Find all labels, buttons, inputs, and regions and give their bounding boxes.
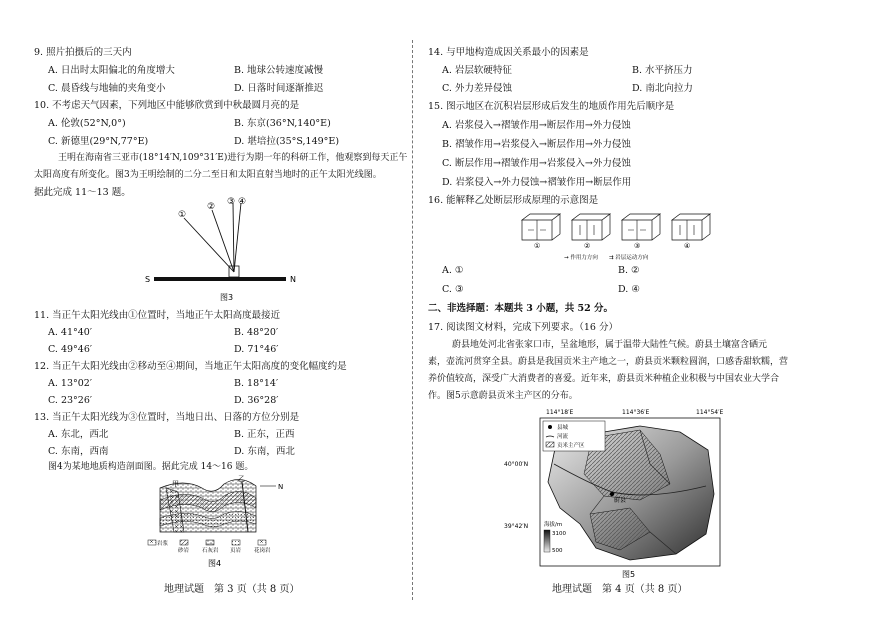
q16-legend: → 作用力方向 ⇉ 岩层运动方向 [564, 255, 649, 261]
legend-river: 河流 [557, 434, 569, 440]
legend-magma: 岩浆 [157, 541, 169, 547]
intro-11-13-line2: 太阳高度有所变化。图3为王明绘制的二分二至日和太阳直射当地时的正午太阳光线图。 [34, 170, 382, 180]
lat-label-2: 39°42′N [504, 523, 529, 530]
q16-option-b: B. ② [618, 265, 640, 276]
q9-option-d: D. 日落时间逐渐推迟 [234, 83, 324, 94]
q15-option-c: C. 断层作用→褶皱作用→岩浆侵入→外力侵蚀 [442, 158, 631, 169]
fault-diagram-label-4: ④ [684, 242, 691, 250]
ground-bar [154, 277, 286, 281]
fault-diagram-1 [522, 214, 560, 250]
legend-granite: 花岗岩 [254, 548, 271, 554]
elevation-title: 海拔/m [544, 522, 563, 528]
q10-option-c: C. 新德里(29°N,77°E) [48, 136, 149, 147]
q17-para-line1: 蔚县地处河北省张家口市，呈盆地形，属于温带大陆性气候。蔚县土壤富含硒元 [452, 340, 768, 350]
fault-diagram-label-2: ② [584, 242, 591, 250]
page-4-column [428, 0, 828, 630]
q17-para-line2: 素，壶流河贯穿全县。蔚县是我国贡米主产地之一，蔚县贡米颗粒圆润，口感香甜软糯，营 [428, 357, 789, 367]
legend-county-seat-symbol [548, 425, 552, 429]
q11-option-c: C. 49°46′ [48, 344, 93, 355]
ray-label-4: ④ [238, 197, 247, 207]
fault-diagram-2 [572, 214, 610, 250]
legend-county-seat: 县城 [557, 425, 569, 431]
label-n: N [290, 275, 296, 284]
footer-page-4: 地理试题 第 4 页（共 8 页） [552, 584, 688, 595]
q10-stem: 10. 不考虑天气因素，下列地区中能够欣赏到中秋最圆月亮的是 [34, 100, 300, 111]
page-3-column [34, 0, 434, 630]
q16-stem: 16. 能解释乙处断层形成原理的示意图是 [428, 195, 599, 206]
legend-sandstone: 砂岩 [178, 548, 190, 554]
q10-option-b: B. 东京(36°N,140°E) [234, 118, 331, 129]
ray-1 [184, 218, 234, 272]
q9-option-c: C. 晨昏线与地轴的夹角变小 [48, 83, 166, 94]
q9-stem: 9. 照片拍摄后的三天内 [34, 47, 132, 58]
figure-4-geologic-section [144, 474, 314, 570]
figure-5-map [500, 404, 760, 580]
legend-swatch-granite [258, 540, 266, 545]
lon-label-2: 114°36′E [622, 409, 650, 416]
lon-label-3: 114°54′E [696, 409, 724, 416]
q13-option-a: A. 东北，西北 [48, 429, 109, 440]
ray-label-1: ① [178, 210, 187, 220]
q17-para-line3: 养价值较高，深受广大消费者的喜爱。近年来，蔚县贡米种植企业积极与中国农业大学合 [428, 374, 780, 384]
lon-label-1: 114°18′E [546, 409, 574, 416]
legend-swatch-sandstone [180, 540, 188, 545]
q10-option-a: A. 伦敦(52°N,0°) [48, 118, 126, 129]
legend-swatch-limestone [206, 540, 214, 545]
q14-option-c: C. 外力差异侵蚀 [442, 83, 512, 94]
legend-swatch-shale [232, 540, 240, 545]
q13-option-b: B. 正东，正西 [234, 429, 295, 440]
q14-option-b: B. 水平挤压力 [632, 65, 693, 76]
county-label: 蔚县 [614, 497, 627, 504]
fault-diagram-3 [622, 214, 660, 250]
q16-fault-diagrams [516, 210, 726, 262]
figure-3-sunlight-diagram [140, 196, 310, 304]
q15-option-d: D. 岩浆侵入→外力侵蚀→褶皱作用→断层作用 [442, 177, 632, 188]
q15-option-b: B. 褶皱作用→岩浆侵入→断层作用→外力侵蚀 [442, 139, 631, 150]
q16-option-c: C. ③ [442, 284, 464, 295]
q11-stem: 11. 当正午太阳光线由①位置时，当地正午太阳高度最接近 [34, 310, 281, 321]
legend-shale: 页岩 [230, 548, 242, 554]
q14-option-d: D. 南北向拉力 [632, 83, 693, 94]
ray-3 [233, 203, 234, 272]
q14-option-a: A. 岩层软硬特征 [442, 65, 512, 76]
q12-stem: 12. 当正午太阳光线由②移动至④期间，当地正午太阳高度的变化幅度约是 [34, 361, 347, 372]
intro-11-13-line3: 据此完成 11～13 题。 [34, 187, 131, 198]
q16-option-a: A. ① [442, 265, 464, 276]
figure-3-caption: 图3 [220, 293, 234, 302]
q9-option-a: A. 日出时太阳偏北的角度增大 [48, 65, 175, 76]
fault-diagram-label-1: ① [534, 242, 541, 250]
elevation-high: 3100 [552, 531, 566, 537]
fault-diagram-4 [672, 214, 710, 250]
elevation-low: 500 [552, 548, 563, 554]
q12-option-b: B. 18°14′ [234, 378, 279, 389]
figure-4-caption: 图4 [208, 559, 222, 568]
ray-4 [234, 203, 241, 272]
label-s: S [145, 275, 151, 284]
q12-option-a: A. 13°02′ [48, 378, 92, 389]
intro-11-13-line1: 王明在海南省三亚市(18°14′N,109°31′E)进行为期一年的科研工作，他观察到每天正午 [58, 153, 408, 163]
intro-14-16: 图4为某地地质构造剖面图。据此完成 14～16 题。 [48, 462, 254, 472]
q11-option-b: B. 48°20′ [234, 327, 279, 338]
ray-2 [212, 210, 234, 272]
label-n: N [278, 483, 284, 491]
q17-para-line4: 作。图5示意蔚县贡米主产区的分布。 [428, 391, 578, 401]
q17-stem: 17. 阅读图文材料，完成下列要求。（16 分） [428, 322, 618, 333]
elevation-scale [544, 530, 550, 552]
q11-option-a: A. 41°40′ [48, 327, 92, 338]
q13-option-c: C. 东南，西南 [48, 446, 109, 457]
q9-option-b: B. 地球公转速度减慢 [234, 65, 324, 76]
lat-label-1: 40°00′N [504, 461, 529, 468]
label-jia: 甲 [172, 480, 179, 488]
legend-limestone: 石灰岩 [202, 548, 219, 554]
footer-page-3: 地理试题 第 3 页（共 8 页） [164, 584, 300, 595]
section-2-heading: 二、非选择题：本题共 3 小题，共 52 分。 [428, 303, 614, 314]
legend-rice-symbol [546, 442, 554, 447]
q10-option-d: D. 堪培拉(35°S,149°E) [234, 136, 340, 147]
ray-label-2: ② [207, 202, 216, 212]
q13-option-d: D. 东南，西北 [234, 446, 295, 457]
q14-stem: 14. 与甲地构造成因关系最小的因素是 [428, 47, 589, 58]
legend-rice: 贡米主产区 [557, 443, 585, 449]
ray-label-3: ③ [227, 197, 236, 207]
q15-option-a: A. 岩浆侵入→褶皱作用→断层作用→外力侵蚀 [442, 120, 631, 131]
q12-option-d: D. 36°28′ [234, 395, 279, 406]
q13-stem: 13. 当正午太阳光线为③位置时，当地日出、日落的方位分别是 [34, 412, 300, 423]
figure-5-caption: 图5 [622, 570, 636, 579]
q16-option-d: D. ④ [618, 284, 640, 295]
q12-option-c: C. 23°26′ [48, 395, 93, 406]
county-seat-marker [610, 492, 614, 496]
label-yi: 乙 [238, 475, 245, 483]
q11-option-d: D. 71°46′ [234, 344, 279, 355]
q15-stem: 15. 图示地区在沉积岩层形成后发生的地质作用先后顺序是 [428, 101, 675, 112]
legend-swatch-magma [148, 540, 156, 545]
fault-diagram-label-3: ③ [634, 242, 641, 250]
